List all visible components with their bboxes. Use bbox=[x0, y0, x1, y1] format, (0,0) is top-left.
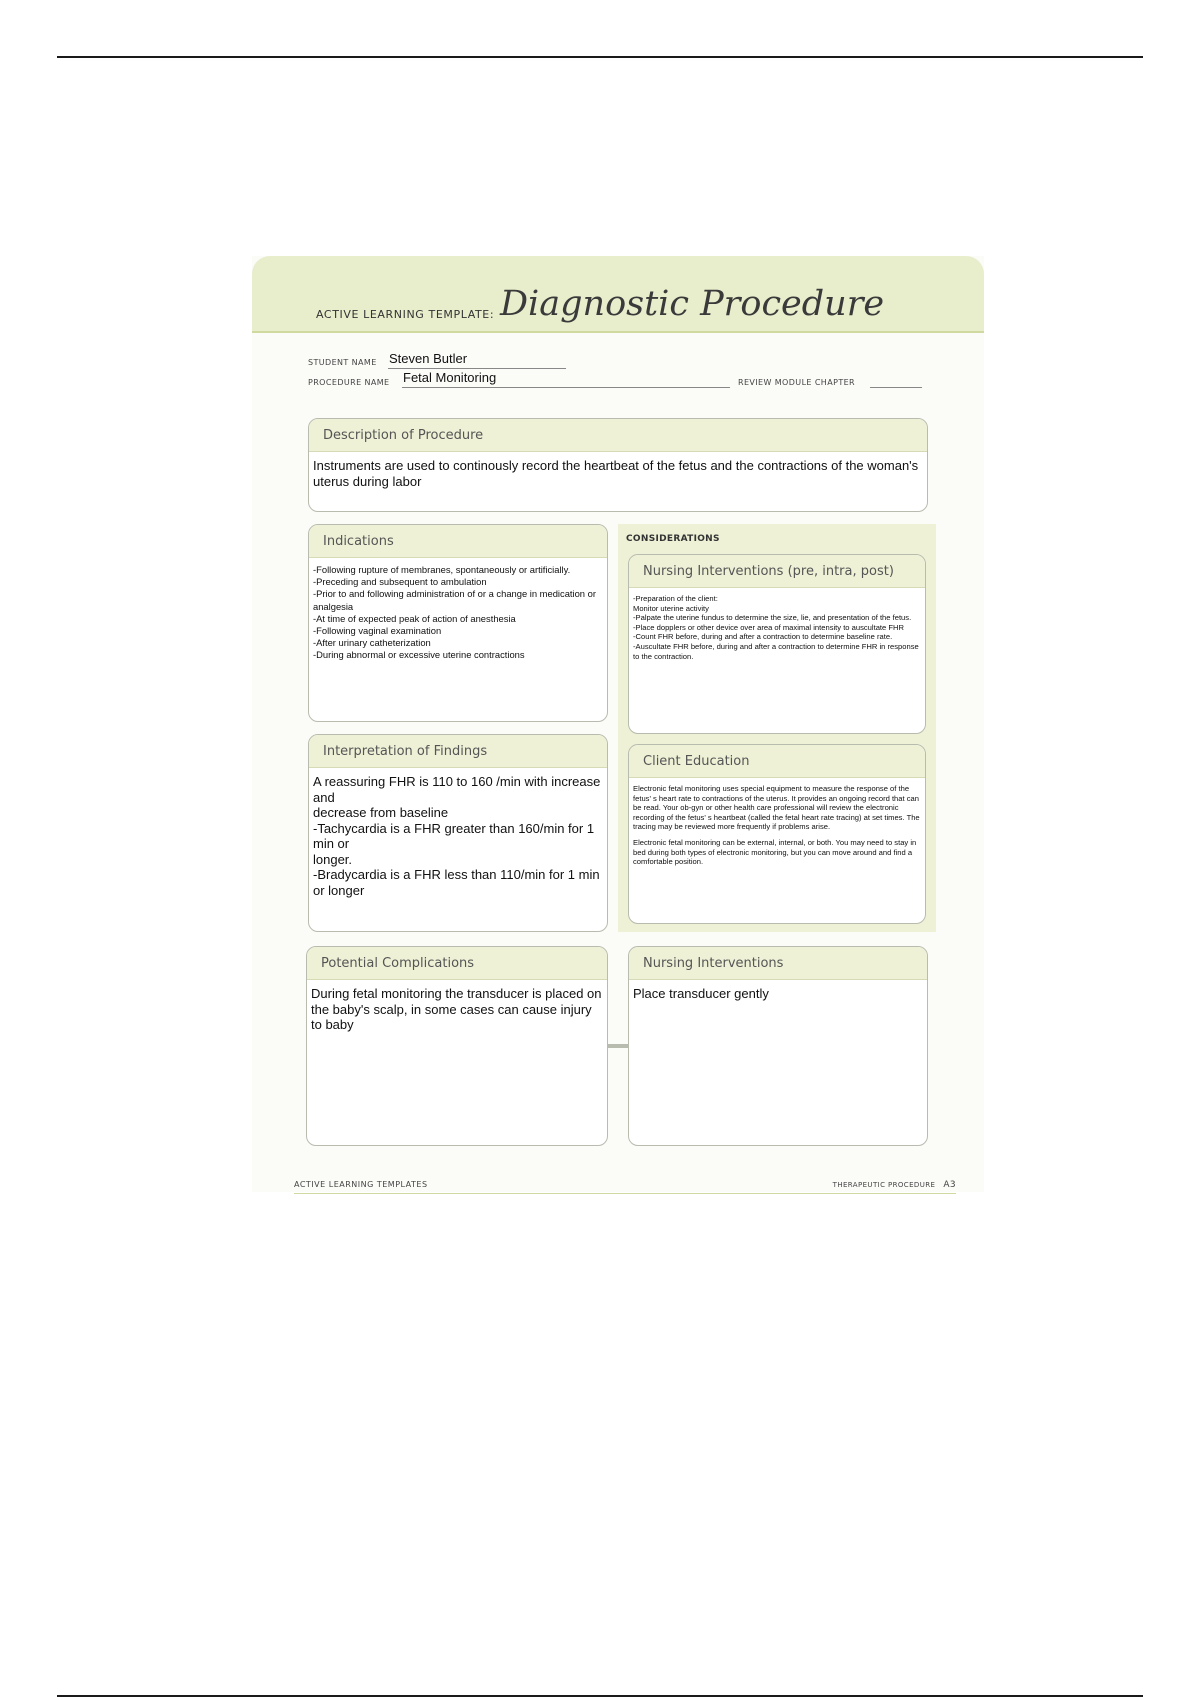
interpretation-text[interactable]: A reassuring FHR is 110 to 160 /min with increase and decrease from baseline -Tachycardia is a FHR greater than 160/min for 1 min or longer. -Bradycardia is a FHR less than 110/min for 1 min or longer bbox=[313, 774, 601, 898]
footer-right-label bbox=[833, 1180, 956, 1190]
considerations-panel bbox=[618, 524, 936, 932]
template-banner bbox=[252, 256, 984, 333]
client-education-text-1[interactable]: Electronic fetal monitoring uses special equipment to measure the response of the fetus' s heart rate to contractions of the uterus. It provides an ongoing record that can be read. Your ob-gyn or other health care professional will review the electronic recording of the fetus' s heartbeat (called the fetal heart rate tracing) at set times. The tracing may be reviewed more frequently if problems arise. bbox=[633, 784, 920, 832]
description-box bbox=[308, 418, 928, 512]
complication-interventions-text[interactable]: Place transducer gently bbox=[633, 986, 769, 1001]
template-title: Diagnostic Procedure bbox=[500, 284, 885, 324]
top-rule bbox=[57, 56, 1143, 58]
template-label: ACTIVE LEARNING TEMPLATE: bbox=[316, 308, 495, 321]
template-sheet bbox=[252, 256, 984, 1192]
student-name-label: STUDENT NAME bbox=[308, 358, 377, 367]
complication-interventions-header: Nursing Interventions bbox=[629, 947, 927, 980]
nursing-interventions-box bbox=[628, 554, 926, 734]
nursing-interventions-text[interactable]: -Preparation of the client: Monitor uterine activity -Palpate the uterine fundus to determine the size, lie, and presentation of the fetus. -Place dopplers or other device over area of maximal intensity to auscultate FHR -Count FHR before, during and after a contraction to determine baseline rate. -Auscultate FHR before, during and after a contraction to determine FHR in response to the contraction. bbox=[633, 594, 919, 661]
complication-interventions-box bbox=[628, 946, 928, 1146]
bottom-rule bbox=[57, 1695, 1143, 1697]
review-module-label: REVIEW MODULE CHAPTER bbox=[738, 378, 856, 387]
description-text[interactable]: Instruments are used to continously record the heartbeat of the fetus and the contractions of the woman's uterus during labor bbox=[313, 458, 919, 489]
interpretation-box bbox=[308, 734, 608, 932]
student-name-field[interactable]: Steven Butler bbox=[388, 351, 566, 369]
description-header: Description of Procedure bbox=[309, 419, 927, 452]
complications-header: Potential Complications bbox=[307, 947, 607, 980]
complications-text[interactable]: During fetal monitoring the transducer is placed on the baby's scalp, in some cases can cause injury to baby bbox=[311, 986, 602, 1032]
indications-text[interactable]: -Following rupture of membranes, spontaneously or artificially. -Preceding and subsequent to ambulation -Prior to and following administration of or a change in medication or analgesia -At time of expected peak of action of anesthesia -Following vaginal examination -After urinary catheterization -During abnormal or excessive uterine contractions bbox=[313, 564, 596, 661]
review-module-field[interactable] bbox=[870, 370, 922, 388]
connector-line bbox=[608, 1044, 628, 1048]
nursing-interventions-header: Nursing Interventions (pre, intra, post) bbox=[629, 555, 925, 588]
footer-section: THERAPEUTIC PROCEDURE bbox=[832, 1181, 936, 1189]
interpretation-header: Interpretation of Findings bbox=[309, 735, 607, 768]
client-education-body bbox=[629, 778, 925, 867]
page-number: A3 bbox=[943, 1180, 956, 1190]
indications-header: Indications bbox=[309, 525, 607, 558]
footer-left-label: ACTIVE LEARNING TEMPLATES bbox=[294, 1180, 428, 1189]
complications-box bbox=[306, 946, 608, 1146]
footer-rule bbox=[294, 1193, 956, 1194]
client-education-box bbox=[628, 744, 926, 924]
client-education-header: Client Education bbox=[629, 745, 925, 778]
procedure-name-field[interactable]: Fetal Monitoring bbox=[402, 370, 730, 388]
considerations-label: CONSIDERATIONS bbox=[626, 534, 720, 544]
client-education-text-2[interactable]: Electronic fetal monitoring can be external, internal, or both. You may need to stay in bed during both types of electronic monitoring, but you can move around and find a comfortable position. bbox=[633, 837, 917, 867]
procedure-name-label: PROCEDURE NAME bbox=[308, 378, 390, 387]
indications-box bbox=[308, 524, 608, 722]
